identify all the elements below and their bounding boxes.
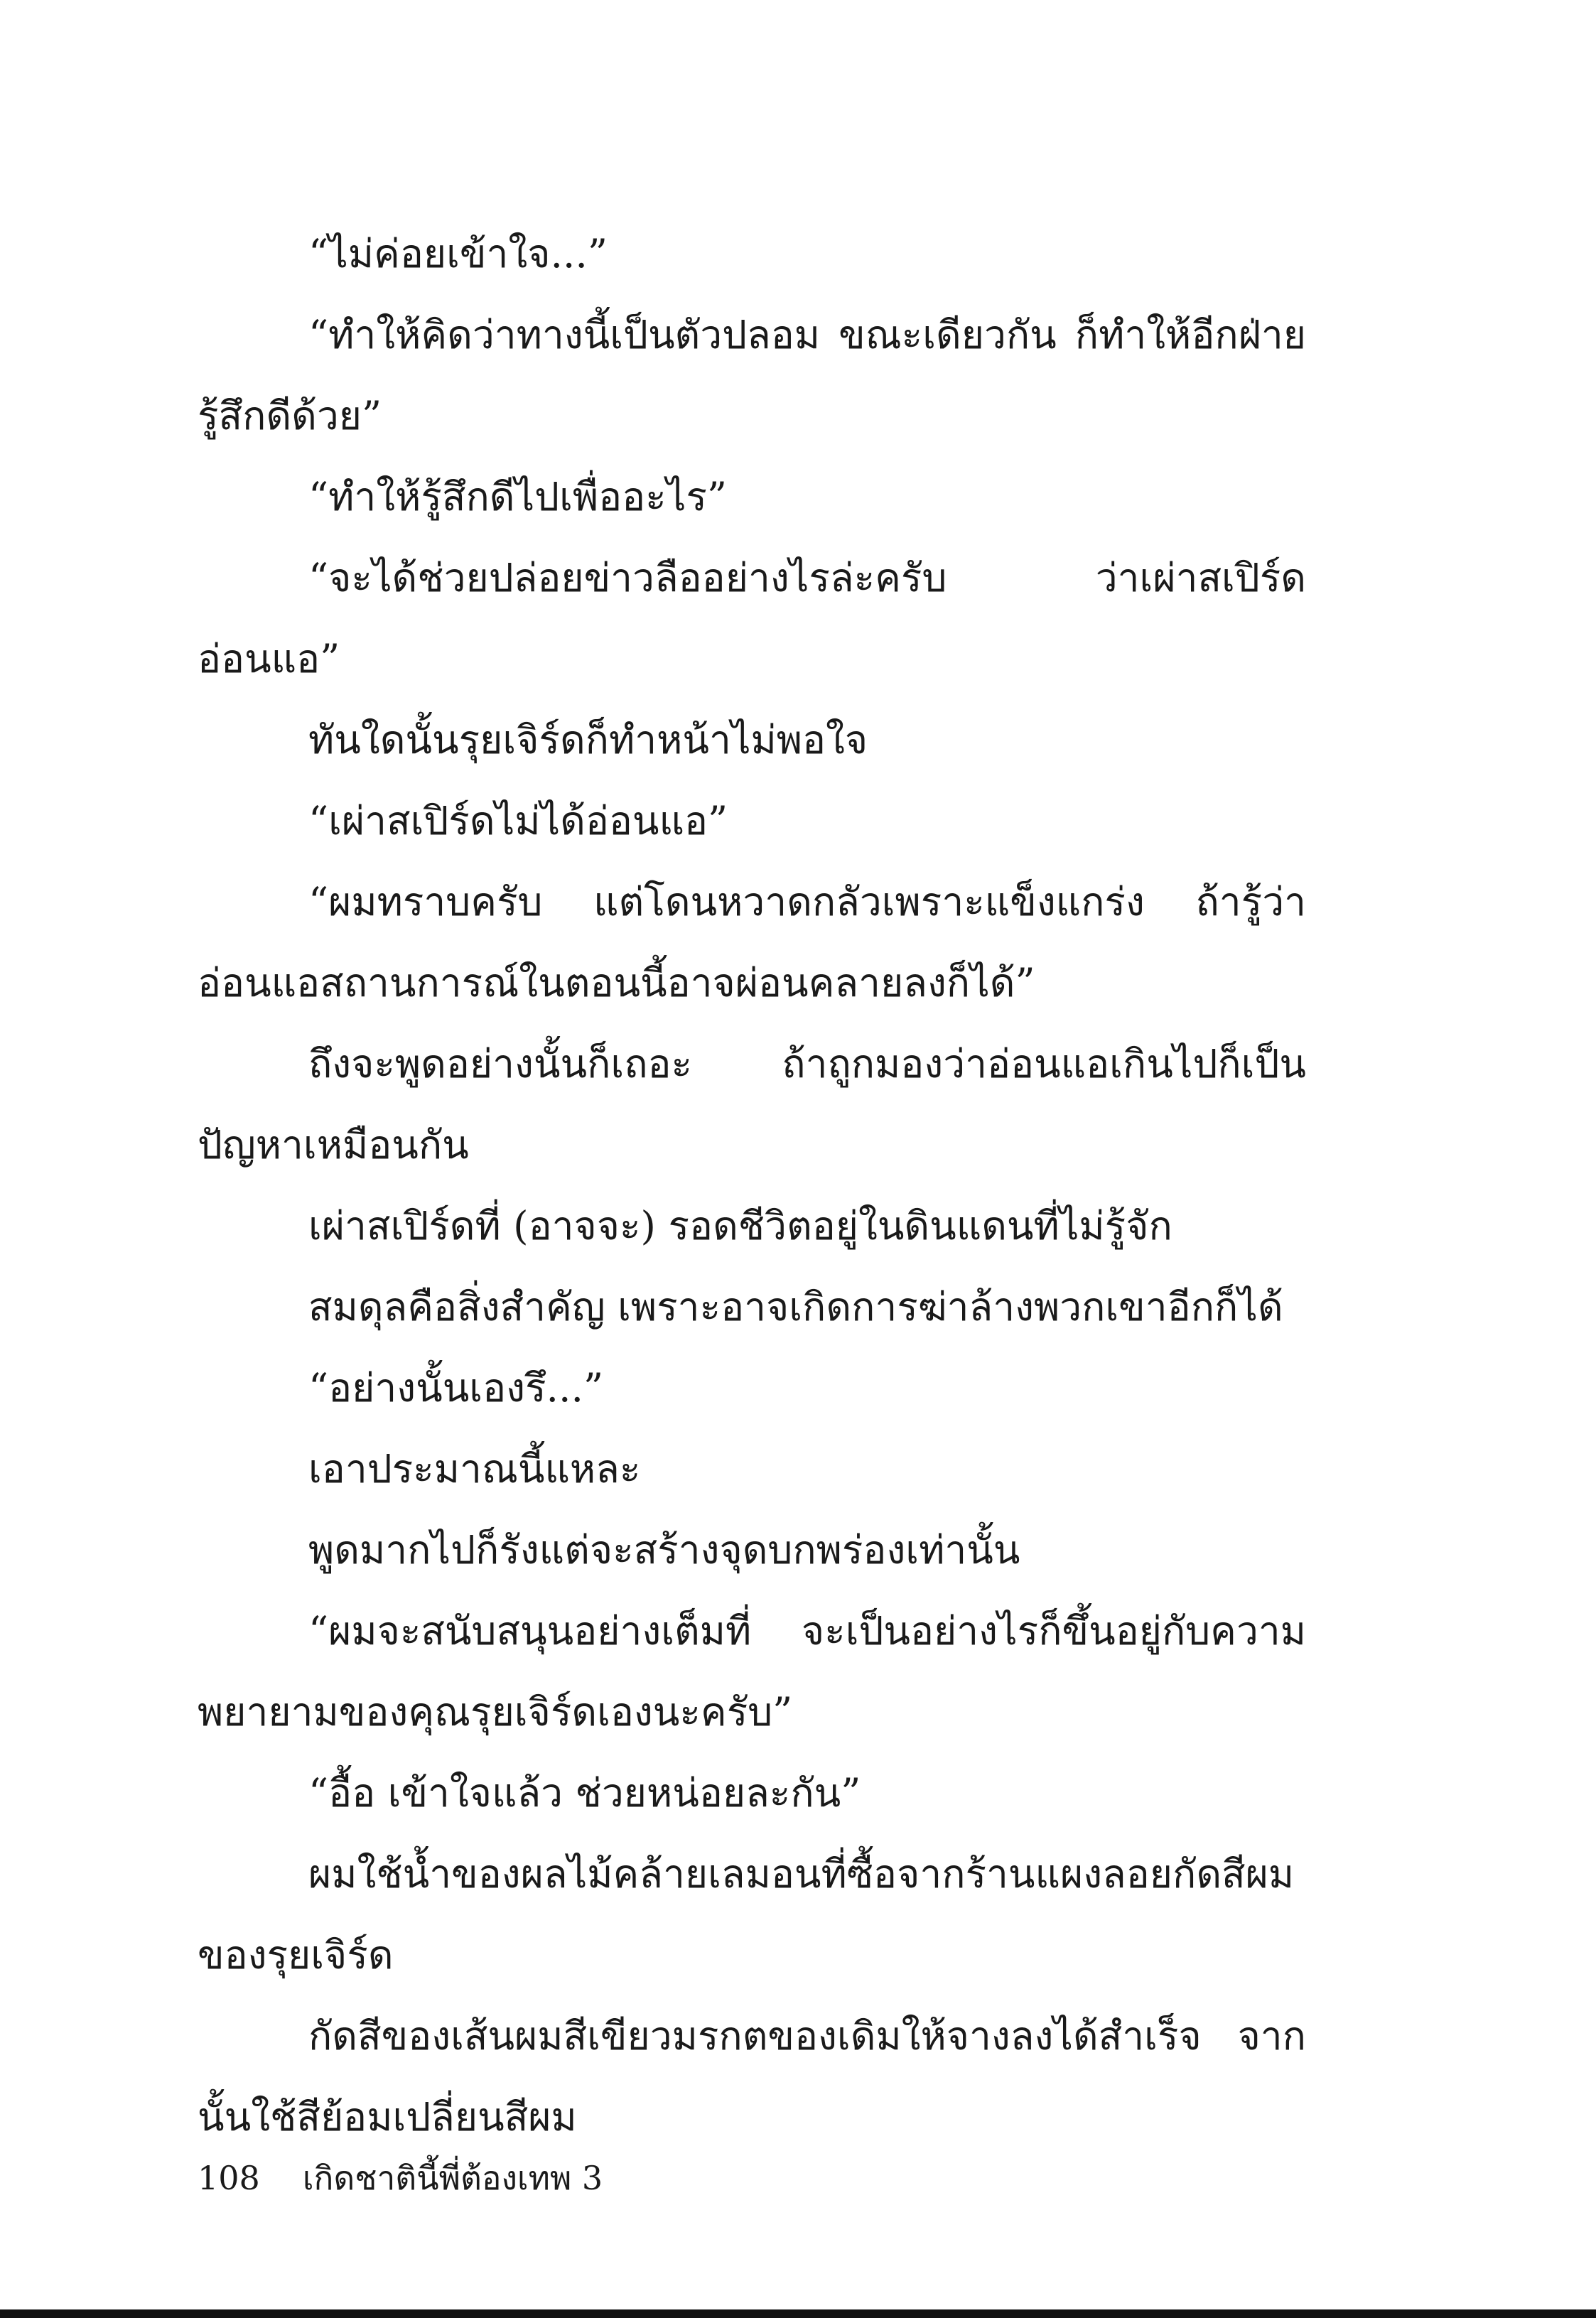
paragraph: สมดุลคือสิ่งสำคัญ เพราะอาจเกิดการฆ่าล้างพวกเขาอีกก็ได้ <box>308 1284 1283 1330</box>
paragraph: ถึงจะพูดอย่างนั้นก็เถอะ ถ้าถูกมองว่าอ่อนแอเกินไปก็เป็นปัญหาเหมือนกัน <box>198 1041 1306 1168</box>
paragraph: “ทำให้คิดว่าทางนี้เป็นตัวปลอม ขณะเดียวกัน ก็ทำให้อีกฝ่ายรู้สึกดีด้วย” <box>198 312 1306 438</box>
page-footer <box>198 2146 603 2210</box>
paragraph: ทันใดนั้นรุยเจิร์ดก็ทำหน้าไม่พอใจ <box>308 717 868 762</box>
page-number: 108 <box>198 2159 260 2197</box>
paragraph: ผมใช้น้ำของผลไม้คล้ายเลมอนที่ซื้อจากร้านแผงลอยกัดสีผมของรุยเจิร์ด <box>198 1851 1295 1978</box>
paragraph: “ไม่ค่อยเข้าใจ...” <box>308 231 608 276</box>
paragraph: “อื้อ เข้าใจแล้ว ช่วยหน่อยละกัน” <box>308 1770 861 1816</box>
paragraph: “เผ่าสเปิร์ดไม่ได้อ่อนแอ” <box>308 798 728 843</box>
bottom-edge-divider <box>0 2309 1596 2318</box>
paragraph: พูดมากไปก็รังแต่จะสร้างจุดบกพร่องเท่านั้น <box>308 1527 1020 1573</box>
paragraph: กัดสีของเส้นผมสีเขียวมรกตของเดิมให้จางลงได้สำเร็จ จากนั้นใช้สีย้อมเปลี่ยนสีผม <box>198 2013 1306 2140</box>
paragraph: “ผมทราบครับ แต่โดนหวาดกลัวเพราะแข็งแกร่ง ถ้ารู้ว่าอ่อนแอสถานการณ์ในตอนนี้อาจผ่อนคลายลงก็ได้” <box>198 879 1306 1006</box>
paragraph: เอาประมาณนี้แหละ <box>308 1446 641 1492</box>
paragraph: “จะได้ช่วยปล่อยข่าวลืออย่างไรล่ะครับ ว่าเผ่าสเปิร์ดอ่อนแอ” <box>198 555 1306 681</box>
paragraph: “ทำให้รู้สึกดีไปเพื่ออะไร” <box>308 474 728 519</box>
paragraph: “ผมจะสนับสนุนอย่างเต็มที่ จะเป็นอย่างไรก็ขึ้นอยู่กับความพยายามของคุณรุยเจิร์ดเองนะครับ” <box>198 1608 1306 1735</box>
paragraph: เผ่าสเปิร์ดที่ (อาจจะ) รอดชีวิตอยู่ในดินแดนที่ไม่รู้จัก <box>308 1203 1172 1249</box>
running-title: เกิดชาตินี้พี่ต้องเทพ 3 <box>302 2158 603 2197</box>
body-text <box>198 213 1306 2157</box>
paragraph: “อย่างนั้นเองรึ...” <box>308 1365 604 1411</box>
